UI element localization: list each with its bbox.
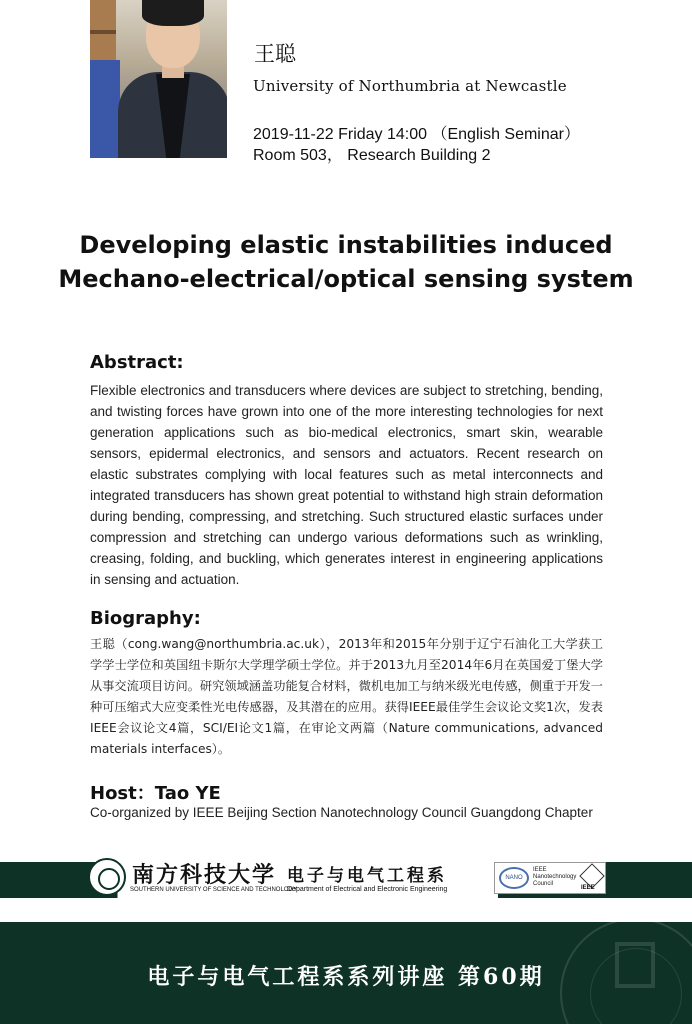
- university-name-cn: 南方科技大学: [132, 862, 277, 888]
- lecture-series-label: 电子与电气工程系系列讲座 第60期: [147, 964, 545, 990]
- event-location: Room 503， Research Building 2: [253, 147, 491, 164]
- speaker-affiliation: University of Northumbria at Newcastle: [253, 77, 567, 95]
- coorganizer-text: Co-organized by IEEE Beijing Section Nanotechnology Council Guangdong Chapter: [90, 805, 593, 820]
- event-datetime: 2019-11-22 Friday 14:00 （English Seminar）: [253, 126, 580, 143]
- biography-heading: Biography:: [90, 608, 201, 629]
- ieee-nanotech-logo: [494, 862, 606, 894]
- department-name-cn: 电子与电气工程系: [287, 866, 447, 886]
- abstract-text: Flexible electronics and transducers where devices are subject to stretching, bending, and twisting forces have grown into one of the more interesting technologies for next generation applications such as bio-medical electronics, smart skin, wearable sensors, epidermal electronics, and sensors and actuators. Recent research on elastic substrates complying with local features such as metal interconnects and integrated transducers has shown great potential to withstand high strain deformation during bending, compressing, and stretching. Such structured elastic surfaces under compression and stretching can undergo various deformations such as wrinkling, creasing, folding, and buckling, which generates interest in engineering applications in sensing and actuation.: [90, 383, 603, 587]
- talk-title-line2: Mechano-electrical/optical sensing system: [58, 265, 634, 293]
- talk-title-line1: Developing elastic instabilities induced: [79, 231, 613, 259]
- ieee-council-label: IEEE Nanotechnology Council: [533, 867, 577, 887]
- abstract-heading: Abstract:: [90, 352, 184, 373]
- ieee-nano-mark: NANO: [499, 867, 529, 889]
- university-name-en: SOUTHERN UNIVERSITY OF SCIENCE AND TECHNOLOGY: [130, 887, 298, 893]
- speaker-photo: [90, 0, 227, 158]
- footer-banner: [0, 922, 692, 1024]
- ieee-mark-label: IEEE: [581, 885, 595, 891]
- talk-title: [0, 228, 692, 296]
- department-name-en: Department of Electrical and Electronic Engineering: [287, 886, 448, 893]
- biography-text: 王聪（cong.wang@northumbria.ac.uk），2013年和2015年分别于辽宁石油化工大学获工学学士学位和英国纽卡斯尔大学理学硕士学位。并于2013九月至2014年6月在英国爱丁堡大学从事交流项目访问。研究领域涵盖功能复合材料，微机电加工与纳米级光电传感，侧重于开发一种可压缩式大应变柔性光电传感器，及其潜在的应用。获得IEEE最佳学生会议论文奖1次，发表IEEE会议论文4篇，SCI/EI论文1篇，在审论文两篇（Nature communications, advanced materials interfaces）。: [90, 637, 603, 756]
- university-seal-icon: [88, 858, 126, 896]
- host-heading: Host：Tao YE: [90, 783, 221, 804]
- speaker-name: 王聪: [254, 42, 296, 66]
